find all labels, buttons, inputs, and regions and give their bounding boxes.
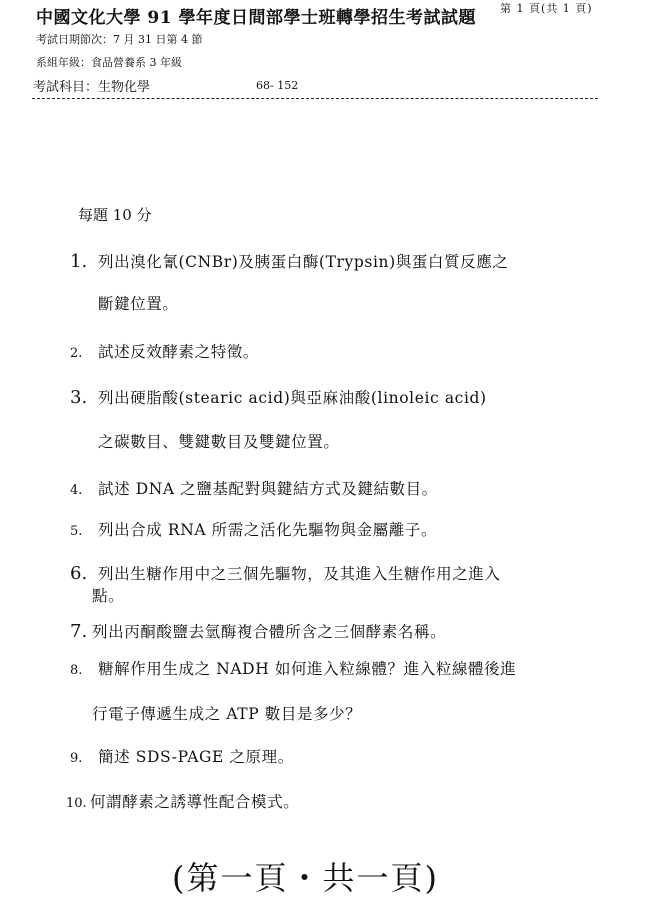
- question-10: [66, 790, 299, 812]
- question-text: 何謂酵素之誘導性配合模式。: [90, 793, 300, 811]
- question-text: 列出合成 RNA 所需之活化先驅物與金屬離子。: [98, 521, 438, 539]
- scoring-note: 每題 10 分: [78, 206, 152, 224]
- question-text: 糖解作用生成之 NADH 如何進入粒線體？進入粒線體後進: [98, 660, 517, 678]
- question-number: 7.: [70, 621, 88, 642]
- question-text: 試述 DNA 之鹽基配對與鍵結方式及鍵結數目。: [98, 480, 438, 498]
- question-number: 4.: [70, 483, 83, 498]
- exam-code: 68- 152: [256, 79, 299, 92]
- question-number: 5.: [70, 524, 83, 539]
- question-number: 10.: [66, 796, 87, 811]
- question-number: 6.: [70, 563, 88, 584]
- question-8-continuation: 行電子傳遞生成之 ATP 數目是多少？: [92, 705, 362, 723]
- question-number: 3.: [70, 387, 88, 408]
- question-text: 簡述 SDS-PAGE 之原理。: [98, 748, 294, 766]
- question-7: [70, 620, 446, 642]
- footer-page-label: (第一頁・共一頁): [172, 859, 439, 897]
- question-6-continuation: 點。: [92, 587, 125, 605]
- question-text: 列出生糖作用中之三個先驅物，及其進入生糖作用之進入: [98, 565, 501, 583]
- question-8: [70, 657, 516, 679]
- question-number: 9.: [70, 751, 83, 766]
- question-text: 試述反效酵素之特徵。: [98, 343, 260, 361]
- question-5: [70, 518, 437, 540]
- question-number: 8.: [70, 663, 83, 678]
- question-text: 列出硬脂酸(stearic acid)與亞麻油酸(linoleic acid): [98, 389, 487, 407]
- header-divider: [32, 98, 598, 99]
- question-6: [70, 562, 501, 584]
- page-counter: 第 1 頁(共 1 頁): [500, 2, 593, 15]
- exam-title: 中國文化大學 91 學年度日間部學士班轉學招生考試試題: [36, 8, 476, 28]
- department-grade: 系組年級：食品營養系 3 年級: [36, 56, 182, 69]
- question-number: 2.: [70, 346, 83, 361]
- question-3-continuation: 之碳數目、雙鍵數目及雙鍵位置。: [98, 433, 340, 451]
- question-1: [70, 250, 508, 272]
- question-text: 列出丙酮酸鹽去氫酶複合體所含之三個酵素名稱。: [92, 623, 447, 641]
- question-text: 列出溴化氰(CNBr)及胰蛋白酶(Trypsin)與蛋白質反應之: [98, 253, 509, 271]
- question-number: 1.: [70, 251, 88, 272]
- question-4: [70, 477, 438, 499]
- question-1-continuation: 斷鍵位置。: [98, 295, 179, 313]
- exam-date: 考試日期節次：7 月 31 日第 4 節: [36, 33, 203, 46]
- question-9: [70, 745, 294, 767]
- question-3: [70, 386, 487, 408]
- question-2: [70, 340, 259, 362]
- exam-subject: 考試科目：生物化學: [33, 80, 151, 95]
